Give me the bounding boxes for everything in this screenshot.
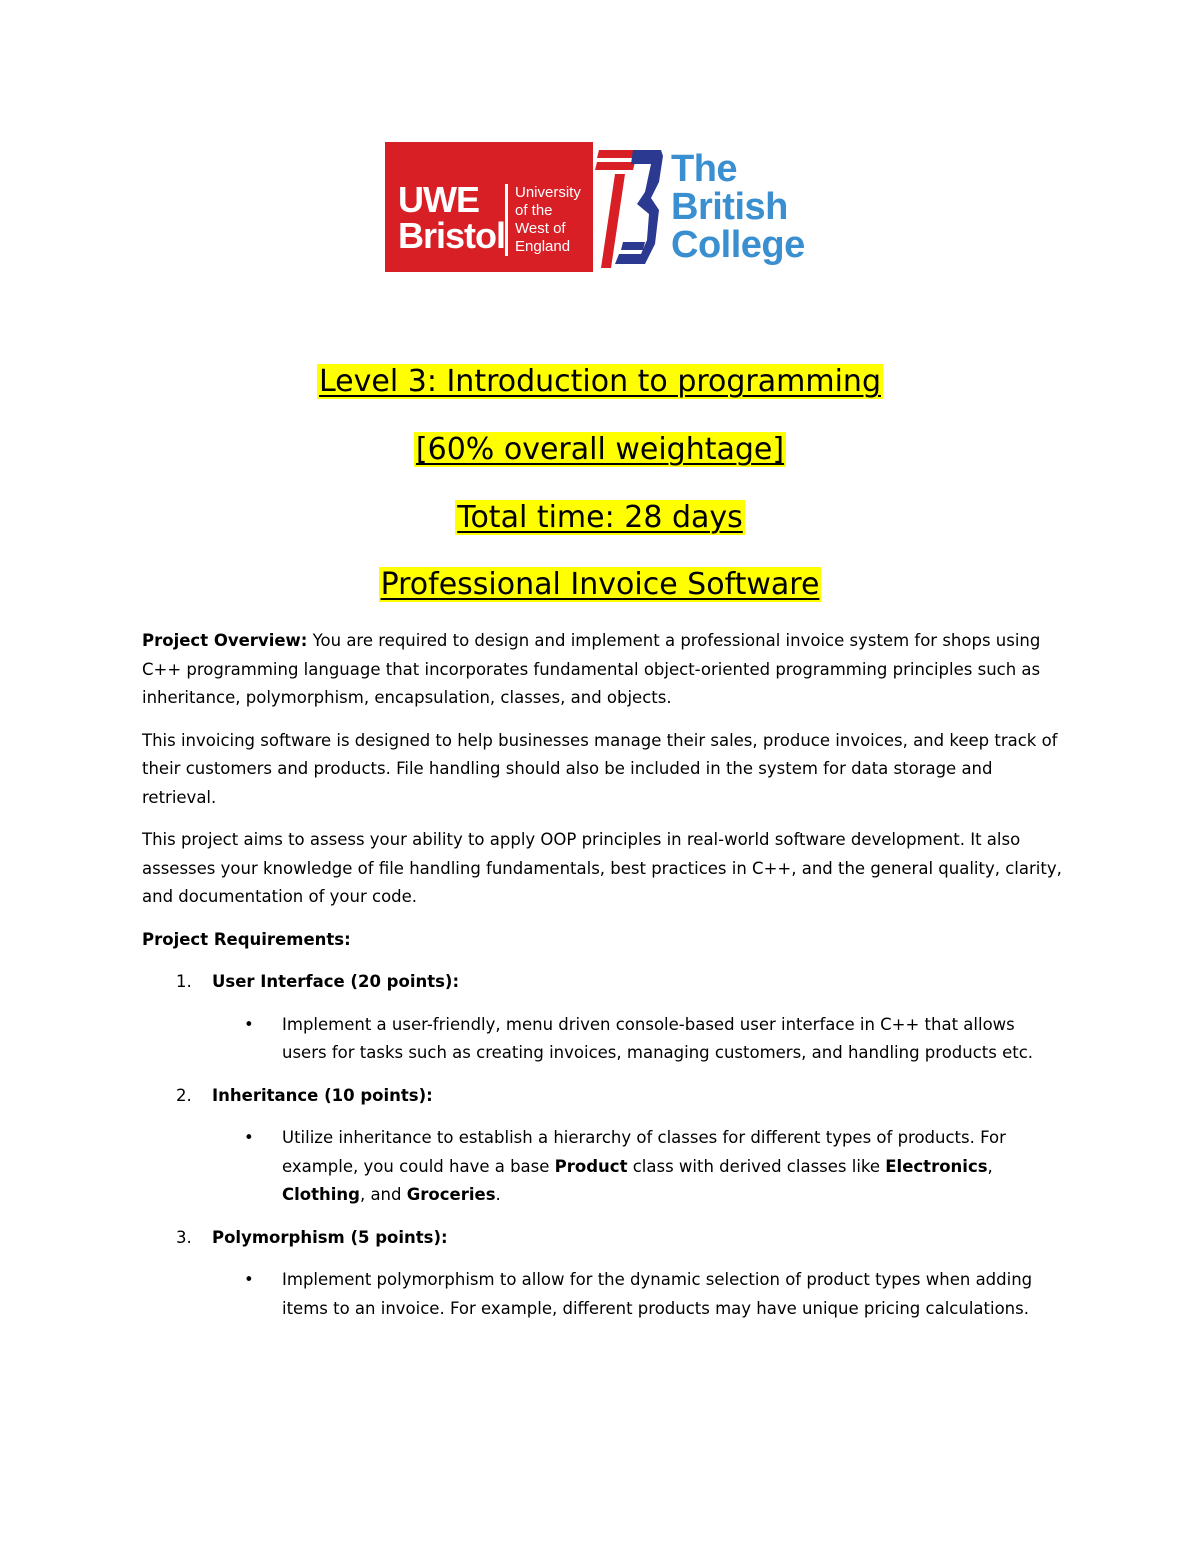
uwe-logo-sub-line2: of the	[515, 202, 553, 219]
overview-text: You are required to design and implement a professional invoice system for shops using C++ programming language that incorporates fundamental object-oriented programming principles such as inheritance, polymorphism, encapsulation, classes, and objects.	[142, 631, 1041, 707]
requirement-2-text-e: .	[495, 1185, 501, 1204]
requirement-2-number: 2.	[176, 1085, 192, 1105]
requirement-2-text-c: ,	[987, 1156, 993, 1176]
requirement-3-number: 3.	[176, 1227, 192, 1247]
requirement-1-bullet-text: Implement a user-friendly, menu driven console-based user interface in C++ that allows users for tasks such as creating invoices, managing customers, and handling products etc.	[282, 1014, 1034, 1062]
requirement-3-title: Polymorphism (5 points):	[212, 1227, 448, 1247]
bullet-icon: •	[244, 1014, 254, 1034]
uwe-logo-separator	[505, 184, 508, 256]
requirement-1-number: 1.	[176, 972, 192, 991]
logo-row	[385, 142, 805, 272]
requirement-3-bullet	[142, 1266, 1062, 1323]
requirement-2-heading	[142, 1082, 1062, 1111]
requirements-heading: Project Requirements:	[142, 929, 351, 949]
british-college-line3: College	[671, 224, 805, 266]
overview-paragraph	[142, 627, 1062, 713]
uwe-logo-line2: Bristol	[398, 215, 506, 256]
overview-label: Project Overview:	[142, 631, 308, 650]
title-project-text: Professional Invoice Software	[380, 567, 820, 602]
title-weightage-text: [60% overall weightage]	[415, 432, 785, 467]
british-college-wordmark	[671, 150, 805, 264]
title-total-time-text: Total time: 28 days	[457, 500, 743, 535]
british-college-line2: British	[671, 186, 788, 228]
british-college-line1: The	[671, 148, 738, 190]
aims-paragraph: This project aims to assess your ability to apply OOP principles in real-world software development. It also assesses your knowledge of file handling fundamentals, best practices in C++, and the general quality, clarity, and documentation of your code.	[142, 830, 1062, 906]
title-total-time	[0, 498, 1200, 538]
requirement-1-title: User Interface (20 points):	[212, 972, 460, 991]
requirement-3-bullet-text: Implement polymorphism to allow for the dynamic selection of product types when adding items to an invoice. For example, different products may have unique pricing calculations.	[282, 1270, 1033, 1318]
requirement-item-1	[142, 968, 1062, 1068]
requirement-3-heading	[142, 1224, 1062, 1253]
uwe-logo-main	[398, 179, 506, 256]
requirement-2-bold-clothing: Clothing	[282, 1185, 360, 1204]
title-weightage	[0, 430, 1200, 470]
title-project	[0, 565, 1200, 605]
uwe-logo-sub	[515, 184, 581, 256]
requirement-2-title: Inheritance (10 points):	[212, 1085, 433, 1105]
requirement-1-bullet	[142, 1011, 1062, 1068]
uwe-bristol-logo	[385, 142, 593, 272]
requirement-1-heading	[142, 968, 1062, 997]
bullet-icon: •	[244, 1270, 254, 1289]
uwe-logo-sub-line1: University	[515, 184, 581, 201]
requirement-item-3	[142, 1224, 1062, 1324]
british-college-mark-icon	[593, 142, 665, 272]
document-body	[142, 627, 1062, 1337]
requirement-item-2	[142, 1082, 1062, 1210]
title-level	[0, 362, 1200, 402]
requirement-2-bold-electronics: Electronics	[885, 1156, 988, 1176]
requirement-2-bold-product: Product	[554, 1156, 628, 1176]
title-level-text: Level 3: Introduction to programming	[319, 364, 881, 399]
requirement-2-text-a: Utilize inheritance to establish a hierarchy of classes for different types of products. For example, you could have a base	[282, 1128, 1006, 1176]
description-paragraph: This invoicing software is designed to help businesses manage their sales, produce invoices, and keep track of their customers and products. File handling should also be included in the system for data storage and retrieval.	[142, 730, 1058, 807]
uwe-logo-sub-line4: England	[515, 238, 571, 255]
bullet-icon: •	[244, 1128, 254, 1147]
requirement-2-bold-groceries: Groceries	[406, 1185, 496, 1204]
requirement-2-text-d: , and	[359, 1185, 407, 1204]
requirement-2-text-b: class with derived classes like	[627, 1156, 886, 1176]
uwe-logo-line1: UWE	[398, 179, 479, 220]
uwe-logo-sub-line3: West of	[515, 220, 566, 237]
requirement-2-bullet	[142, 1124, 1062, 1210]
